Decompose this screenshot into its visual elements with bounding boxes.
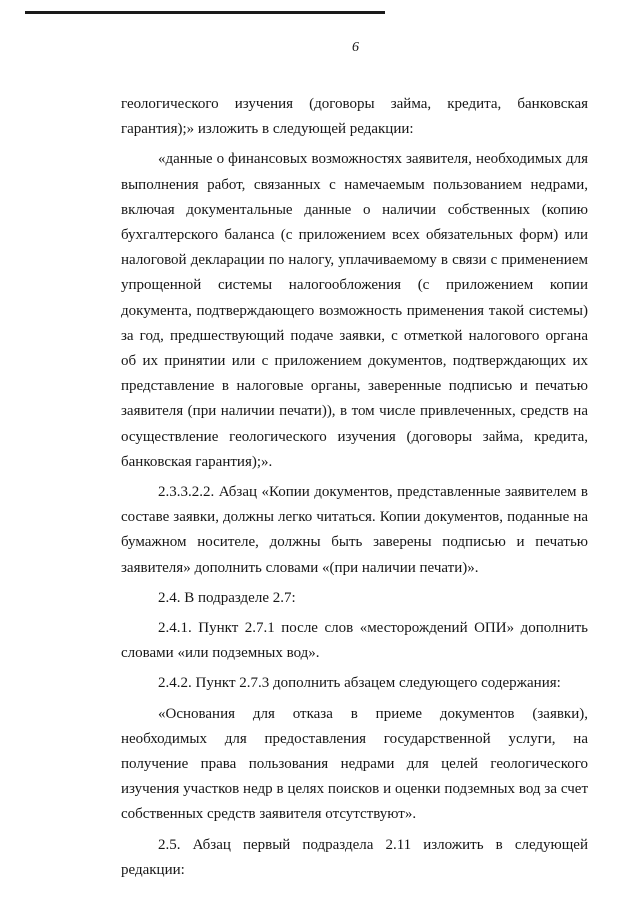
top-rule [25, 11, 385, 14]
paragraph-continuation: геологического изучения (договоры займа, кредита, банковская гарантия);» изложить в следующей редакции: [121, 96, 588, 138]
paragraph-quoted-text: «данные о финансовых возможностях заявителя, необходимых для выполнения работ, связанных с намечаемым пользованием недрами, включая документальные данные о наличии собственных (копию бухгалтерского баланса (с приложением всех обязательных форм) или налоговой декларации по налогу, уплачиваемому в связи с применением упрощенной системы налогообложения (с приложением копии документа, подтверждающего возможность применения такой системы) за год, предшествующий подаче заявки, с отметкой налогового органа об их принятии или с приложением документов, подтверждающих их представление в налоговые органы, заверенные подписью и печатью заявителя (при наличии печати)), в том числе привлеченных, средств на осуществление геологического изучения (договоры займа, кредита, банковская гарантия);». [121, 151, 588, 470]
paragraph-2-4: 2.4. В подразделе 2.7: [158, 589, 296, 606]
paragraph-2-3-3-2-2: 2.3.3.2.2. Абзац «Копии документов, представленные заявителем в составе заявки, должны легко читаться. Копии документов, поданные на бумажном носителе, должны быть заверены подписью и печатью заявителя» дополнить словами «(при наличии печати)». [121, 484, 588, 576]
paragraph-2-4-2: 2.4.2. Пункт 2.7.3 дополнить абзацем следующего содержания: [158, 675, 561, 692]
paragraph-quoted-grounds: «Основания для отказа в приеме документов (заявки), необходимых для предоставления государственной услуги, на получение права пользования недрами для целей геологического изучения участков недр в целях поисков и оценки подземных вод за счет собственных средств заявителя отсутствуют». [121, 705, 588, 823]
page-number: 6 [352, 40, 359, 55]
paragraph-2-4-1: 2.4.1. Пункт 2.7.1 после слов «месторождений ОПИ» дополнить словами «или подземных вод». [121, 620, 588, 662]
paragraph-2-5: 2.5. Абзац первый подраздела 2.11 изложить в следующей редакции: [121, 836, 588, 878]
document-body [121, 92, 588, 888]
